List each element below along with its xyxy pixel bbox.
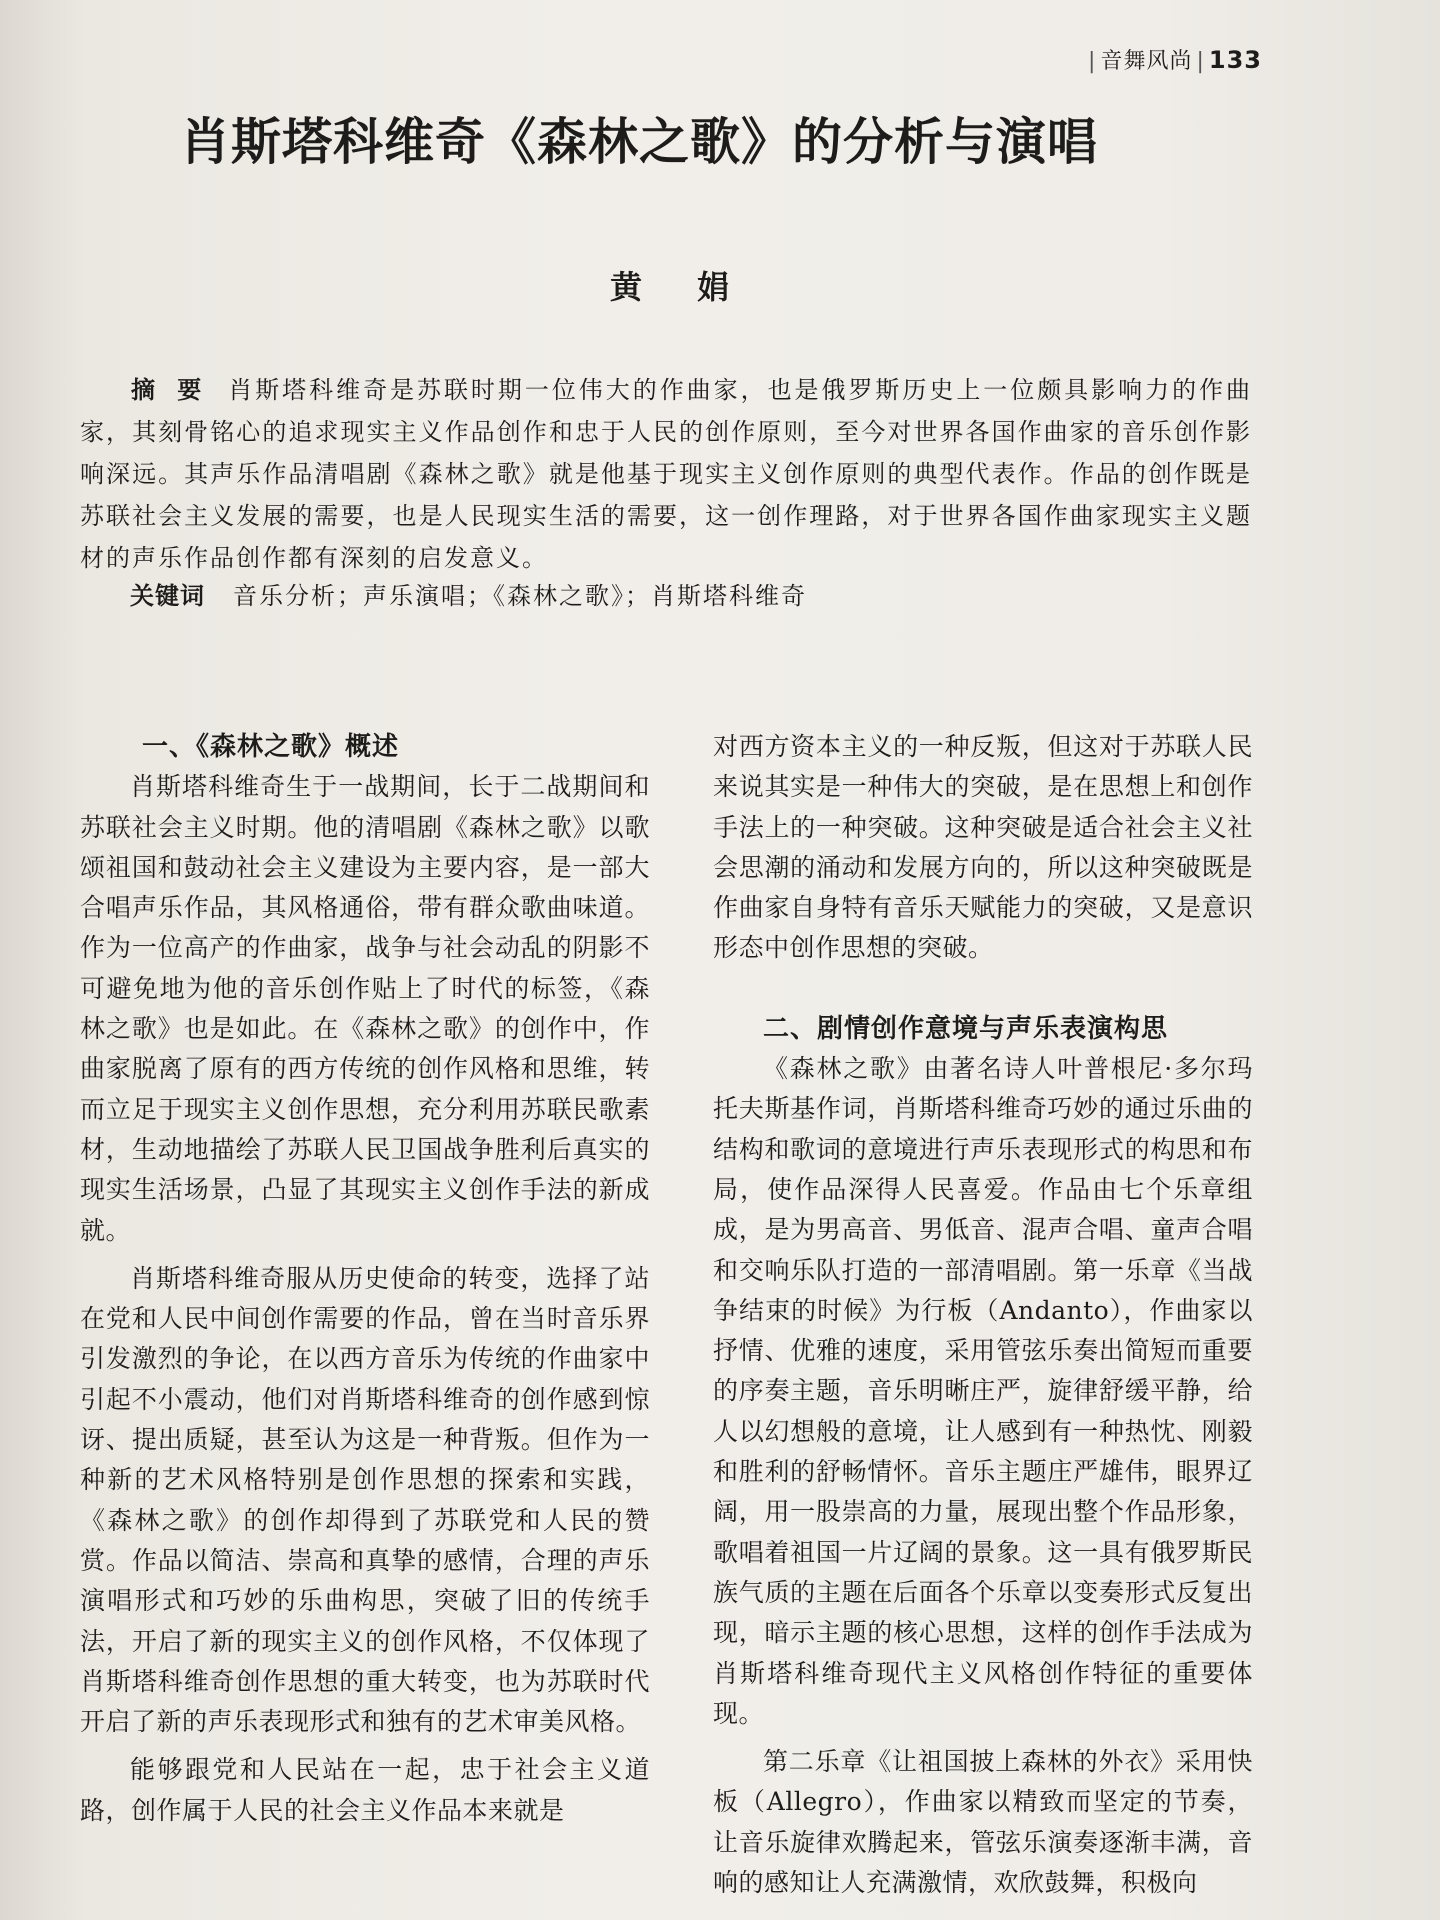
left-column xyxy=(80,727,650,1831)
paragraph: 对西方资本主义的一种反叛，但这对于苏联人民来说其实是一种伟大的突破，是在思想上和创作手法上的一种突破。这种突破是适合社会主义社会思潮的涌动和发展方向的，所以这种突破既是作曲家自身特有音乐天赋能力的突破，又是意识形态中创作思想的突破。 xyxy=(713,732,1253,963)
page-number: 133 xyxy=(1208,46,1262,74)
abstract-text: 肖斯塔科维奇是苏联时期一位伟大的作曲家，也是俄罗斯历史上一位颇具影响力的作曲家，其刻骨铭心的追求现实主义作品创作和忠于人民的创作原则，至今对世界各国作曲家的音乐创作影响深远。其声乐作品清唱剧《森林之歌》就是他基于现实主义创作原则的典型代表作。作品的创作既是苏联社会主义发展的需要，也是人民现实生活的需要，这一创作理路，对于世界各国作曲家现实主义题材的声乐作品创作都有深刻的启发意义。 xyxy=(80,376,1253,572)
abstract-label: 摘 要 xyxy=(130,376,209,404)
paragraph: 肖斯塔科维奇生于一战期间，长于二战期间和苏联社会主义时期。他的清唱剧《森林之歌》以歌颂祖国和鼓动社会主义建设为主要内容，是一部大合唱声乐作品，其风格通俗，带有群众歌曲味道。作为一位高产的作曲家，战争与社会动乱的阴影不可避免地为他的音乐创作贴上了时代的标签，《森林之歌》也是如此。在《森林之歌》的创作中，作曲家脱离了原有的西方传统的创作风格和思维，转而立足于现实主义创作思想，充分利用苏联民歌素材，生动地描绘了苏联人民卫国战争胜利后真实的现实生活场景，凸显了其现实主义创作手法的新成就。 xyxy=(80,772,650,1245)
author-name: 黄 娟 xyxy=(610,268,752,306)
section-heading-2: 二、剧情创作意境与声乐表演构思 xyxy=(763,1013,1169,1044)
running-header: | 音舞风尚 | 133 xyxy=(1088,46,1262,74)
paragraph: 第二乐章《让祖国披上森林的外衣》采用快板（Allegro），作曲家以精致而坚定的节奏，让音乐旋律欢腾起来，管弦乐演奏逐渐丰满，音响的感知让人充满激情，欢欣鼓舞，积极向 xyxy=(713,1747,1253,1898)
keywords-text: 音乐分析；声乐演唱；《森林之歌》；肖斯塔科维奇 xyxy=(233,582,807,610)
section-heading-1: 一、《森林之歌》概述 xyxy=(142,732,400,762)
keywords xyxy=(130,575,1230,617)
paragraph: 肖斯塔科维奇服从历史使命的转变，选择了站在党和人民中间创作需要的作品，曾在当时音乐界引发激烈的争论，在以西方音乐为传统的作曲家中引起不小震动，他们对肖斯塔科维奇的创作感到惊讶、提出质疑，甚至认为这是一种背叛。但作为一种新的艺术风格特别是创作思想的探索和实践，《森林之歌》的创作却得到了苏联党和人民的赞赏。作品以简洁、崇高和真挚的感情，合理的声乐演唱形式和巧妙的乐曲构思，突破了旧的传统手法，开启了新的现实主义的创作风格，不仅体现了肖斯塔科维奇创作思想的重大转变，也为苏联时代开启了新的声乐表现形式和独有的艺术审美风格。 xyxy=(80,1263,650,1737)
article-title: 肖斯塔科维奇《森林之歌》的分析与演唱 xyxy=(180,112,1098,171)
abstract xyxy=(80,369,1252,579)
keywords-label: 关键词 xyxy=(130,582,205,610)
section-name: 音舞风尚 xyxy=(1100,49,1193,74)
paragraph: 《森林之歌》由著名诗人叶普根尼·多尔玛托夫斯基作词，肖斯塔科维奇巧妙的通过乐曲的结构和歌词的意境进行声乐表现形式的构思和布局，使作品深得人民喜爱。作品由七个乐章组成，是为男高音、男低音、混声合唱、童声合唱和交响乐队打造的一部清唱剧。第一乐章《当战争结束的时候》为行板（Andanto），作曲家以抒情、优雅的速度，采用管弦乐奏出简短而重要的序奏主题，音乐明晰庄严，旋律舒缓平静，给人以幻想般的意境，让人感到有一种热忱、刚毅和胜利的舒畅情怀。音乐主题庄严雄伟，眼界辽阔，用一股崇高的力量，展现出整个作品形象，歌唱着祖国一片辽阔的景象。这一具有俄罗斯民族气质的主题在后面各个乐章以变奏形式反复出现，暗示主题的核心思想，这样的创作手法成为肖斯塔科维奇现代主义风格创作特征的重要体现。 xyxy=(713,1054,1253,1728)
paragraph: 能够跟党和人民站在一起，忠于社会主义道路，创作属于人民的社会主义作品本来就是 xyxy=(80,1755,650,1825)
right-column xyxy=(713,727,1253,1903)
